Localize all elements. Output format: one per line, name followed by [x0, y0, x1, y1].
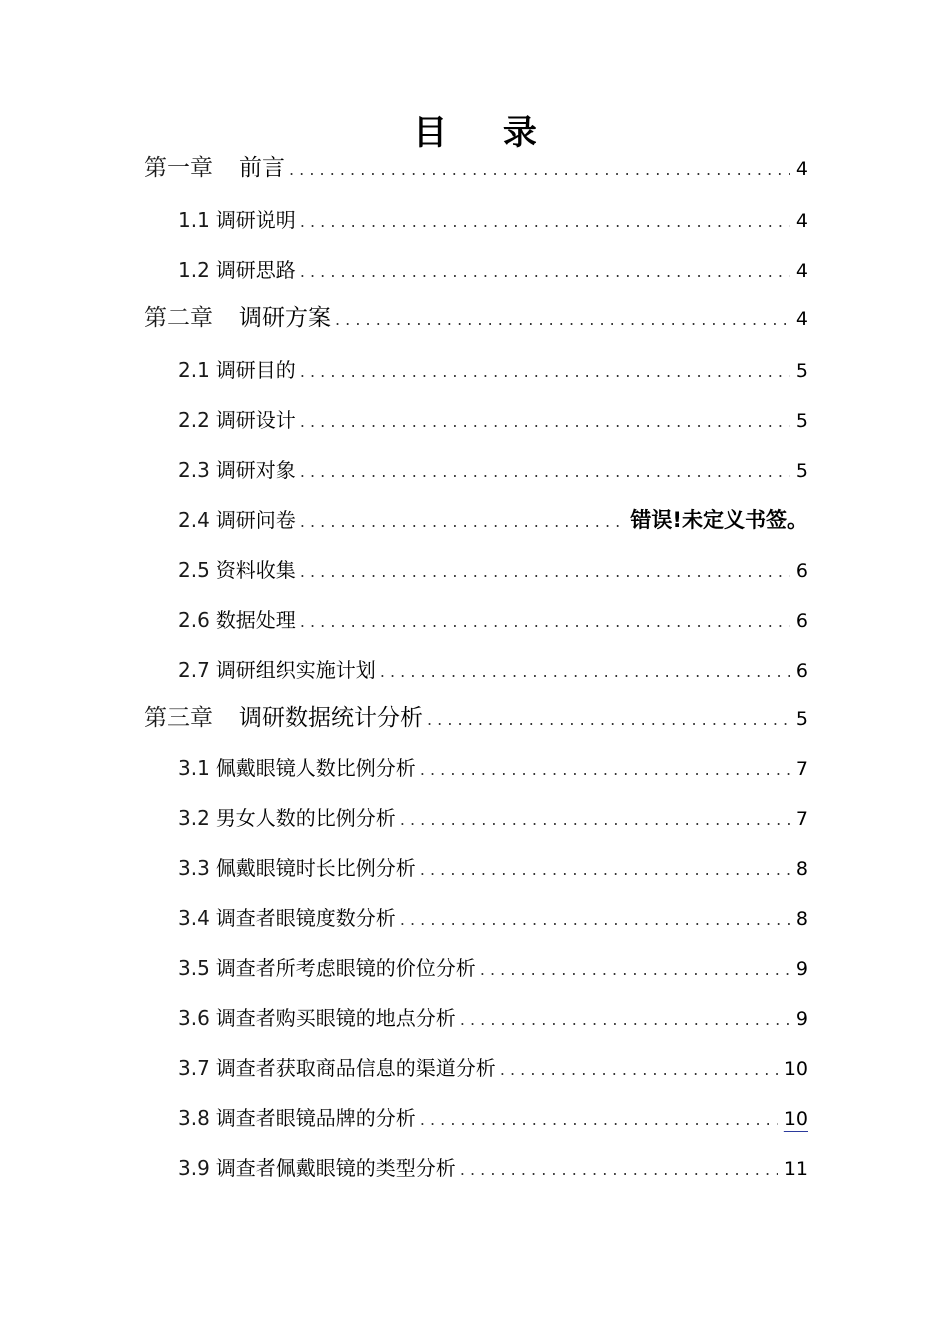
toc-entry-2-7[interactable]	[178, 650, 808, 690]
toc-entry-page: 5	[795, 708, 808, 730]
dot-leader	[420, 750, 790, 790]
dot-leader	[300, 252, 790, 292]
toc-entry-title: 佩戴眼镜人数比例分析	[215, 756, 416, 780]
toc-entry-number: 3.8	[178, 1106, 210, 1130]
toc-entry-title: 调查者眼镜品牌的分析	[215, 1106, 416, 1130]
dot-leader	[300, 552, 790, 592]
toc-entry-number: 1.1	[178, 208, 210, 232]
toc-entry-title: 调研思路	[215, 258, 296, 282]
toc-entry-page: 8	[795, 858, 808, 880]
dot-leader	[300, 202, 790, 242]
toc-entry-1-1[interactable]	[178, 200, 808, 240]
toc-entry-page: 5	[795, 410, 808, 432]
toc-entry-page: 10	[783, 1058, 808, 1080]
toc-entry-title: 调查者眼镜度数分析	[215, 906, 396, 930]
toc-entry-title: 佩戴眼镜时长比例分析	[215, 856, 416, 880]
toc-entry-3-1[interactable]	[178, 748, 808, 788]
toc-entry-page: 6	[795, 560, 808, 582]
dot-leader	[400, 900, 790, 940]
toc-entry-number: 3.6	[178, 1006, 210, 1030]
dot-leader	[300, 602, 790, 642]
dot-leader	[400, 800, 790, 840]
dot-leader	[300, 352, 790, 392]
toc-entry-page: 9	[795, 1008, 808, 1030]
toc-entry-page: 10	[783, 1108, 808, 1130]
toc-entry-2-5[interactable]	[178, 550, 808, 590]
toc-entry-title: 调研说明	[215, 208, 296, 232]
toc-entry-title: 调查者购买眼镜的地点分析	[215, 1006, 456, 1030]
toc-entry-3-5[interactable]	[178, 948, 808, 988]
toc-entry-2-2[interactable]	[178, 400, 808, 440]
toc-entry-2-6[interactable]	[178, 600, 808, 640]
toc-entry-page: 7	[795, 808, 808, 830]
toc-entry-title: 调查者佩戴眼镜的类型分析	[215, 1156, 456, 1180]
toc-entry-number: 3.4	[178, 906, 210, 930]
toc-entry-number: 2.2	[178, 408, 210, 432]
toc-entry-page: 9	[795, 958, 808, 980]
dot-leader	[500, 1050, 778, 1090]
dot-leader	[420, 850, 790, 890]
toc-entry-number: 2.3	[178, 458, 210, 482]
toc-entry-number: 第一章	[144, 155, 213, 181]
toc-entry-chapter-1[interactable]	[144, 148, 808, 188]
toc-entry-number: 1.2	[178, 258, 210, 282]
toc-entry-title: 调查者获取商品信息的渠道分析	[215, 1056, 496, 1080]
dot-leader	[460, 1000, 790, 1040]
toc-entry-3-9[interactable]	[178, 1148, 808, 1188]
toc-entry-title: 前言	[239, 155, 285, 181]
toc-entry-page: 4	[795, 308, 808, 330]
toc-entry-title: 调研问卷	[215, 508, 296, 532]
toc-entry-title: 调查者所考虑眼镜的价位分析	[215, 956, 476, 980]
toc-entry-number: 第二章	[144, 305, 213, 331]
toc-entry-title: 调研对象	[215, 458, 296, 482]
toc-entry-page: 4	[795, 260, 808, 282]
toc-entry-title: 调研目的	[215, 358, 296, 382]
toc-entry-number: 3.1	[178, 756, 210, 780]
toc-entry-title: 调研数据统计分析	[239, 705, 423, 731]
toc-entry-3-7[interactable]	[178, 1048, 808, 1088]
toc-entry-number: 2.6	[178, 608, 210, 632]
toc-entry-page: 4	[795, 210, 808, 232]
toc-entry-number: 3.2	[178, 806, 210, 830]
dot-leader	[300, 452, 790, 492]
toc-entry-3-8[interactable]	[178, 1098, 808, 1138]
toc-entry-number: 2.4	[178, 508, 210, 532]
toc-entry-title: 调研设计	[215, 408, 296, 432]
dot-leader	[335, 300, 790, 340]
toc-entry-number: 3.7	[178, 1056, 210, 1080]
dot-leader	[480, 950, 790, 990]
toc-entry-page: 8	[795, 908, 808, 930]
toc-entry-3-3[interactable]	[178, 848, 808, 888]
toc-entry-title: 数据处理	[215, 608, 296, 632]
toc-entry-title: 男女人数的比例分析	[215, 806, 396, 830]
dot-leader	[420, 1100, 778, 1140]
dot-leader	[300, 402, 790, 442]
toc-entry-3-6[interactable]	[178, 998, 808, 1038]
toc-entry-number: 3.9	[178, 1156, 210, 1180]
toc-entry-page: 5	[795, 460, 808, 482]
toc-entry-page: 11	[783, 1158, 808, 1180]
toc-entry-page: 7	[795, 758, 808, 780]
toc-entry-title: 资料收集	[215, 558, 296, 582]
toc-entry-title: 调研组织实施计划	[215, 658, 376, 682]
dot-leader	[300, 502, 625, 542]
dot-leader	[289, 150, 790, 190]
toc-entry-title: 调研方案	[239, 305, 331, 331]
toc-entry-1-2[interactable]	[178, 250, 808, 290]
toc-entry-3-2[interactable]	[178, 798, 808, 838]
page-title: 目 录	[413, 112, 559, 153]
dot-leader	[380, 652, 790, 692]
toc-entry-page: 4	[795, 158, 808, 180]
toc-entry-chapter-3[interactable]	[144, 698, 808, 738]
toc-entry-page: 5	[795, 360, 808, 382]
toc-entry-3-4[interactable]	[178, 898, 808, 938]
toc-entry-page: 6	[795, 610, 808, 632]
toc-entry-number: 3.3	[178, 856, 210, 880]
toc-entry-2-1[interactable]	[178, 350, 808, 390]
dot-leader	[427, 700, 790, 740]
toc-entry-page: 6	[795, 660, 808, 682]
toc-entry-number: 2.1	[178, 358, 210, 382]
toc-entry-2-4[interactable]	[178, 500, 808, 540]
toc-entry-chapter-2[interactable]	[144, 298, 808, 338]
toc-entry-number: 第三章	[144, 705, 213, 731]
toc-entry-number: 3.5	[178, 956, 210, 980]
toc-entry-2-3[interactable]	[178, 450, 808, 490]
dot-leader	[460, 1150, 778, 1190]
toc-entry-number: 2.7	[178, 658, 210, 682]
toc-entry-page-error: 错误!未定义书签。	[630, 508, 808, 532]
toc-entry-number: 2.5	[178, 558, 210, 582]
